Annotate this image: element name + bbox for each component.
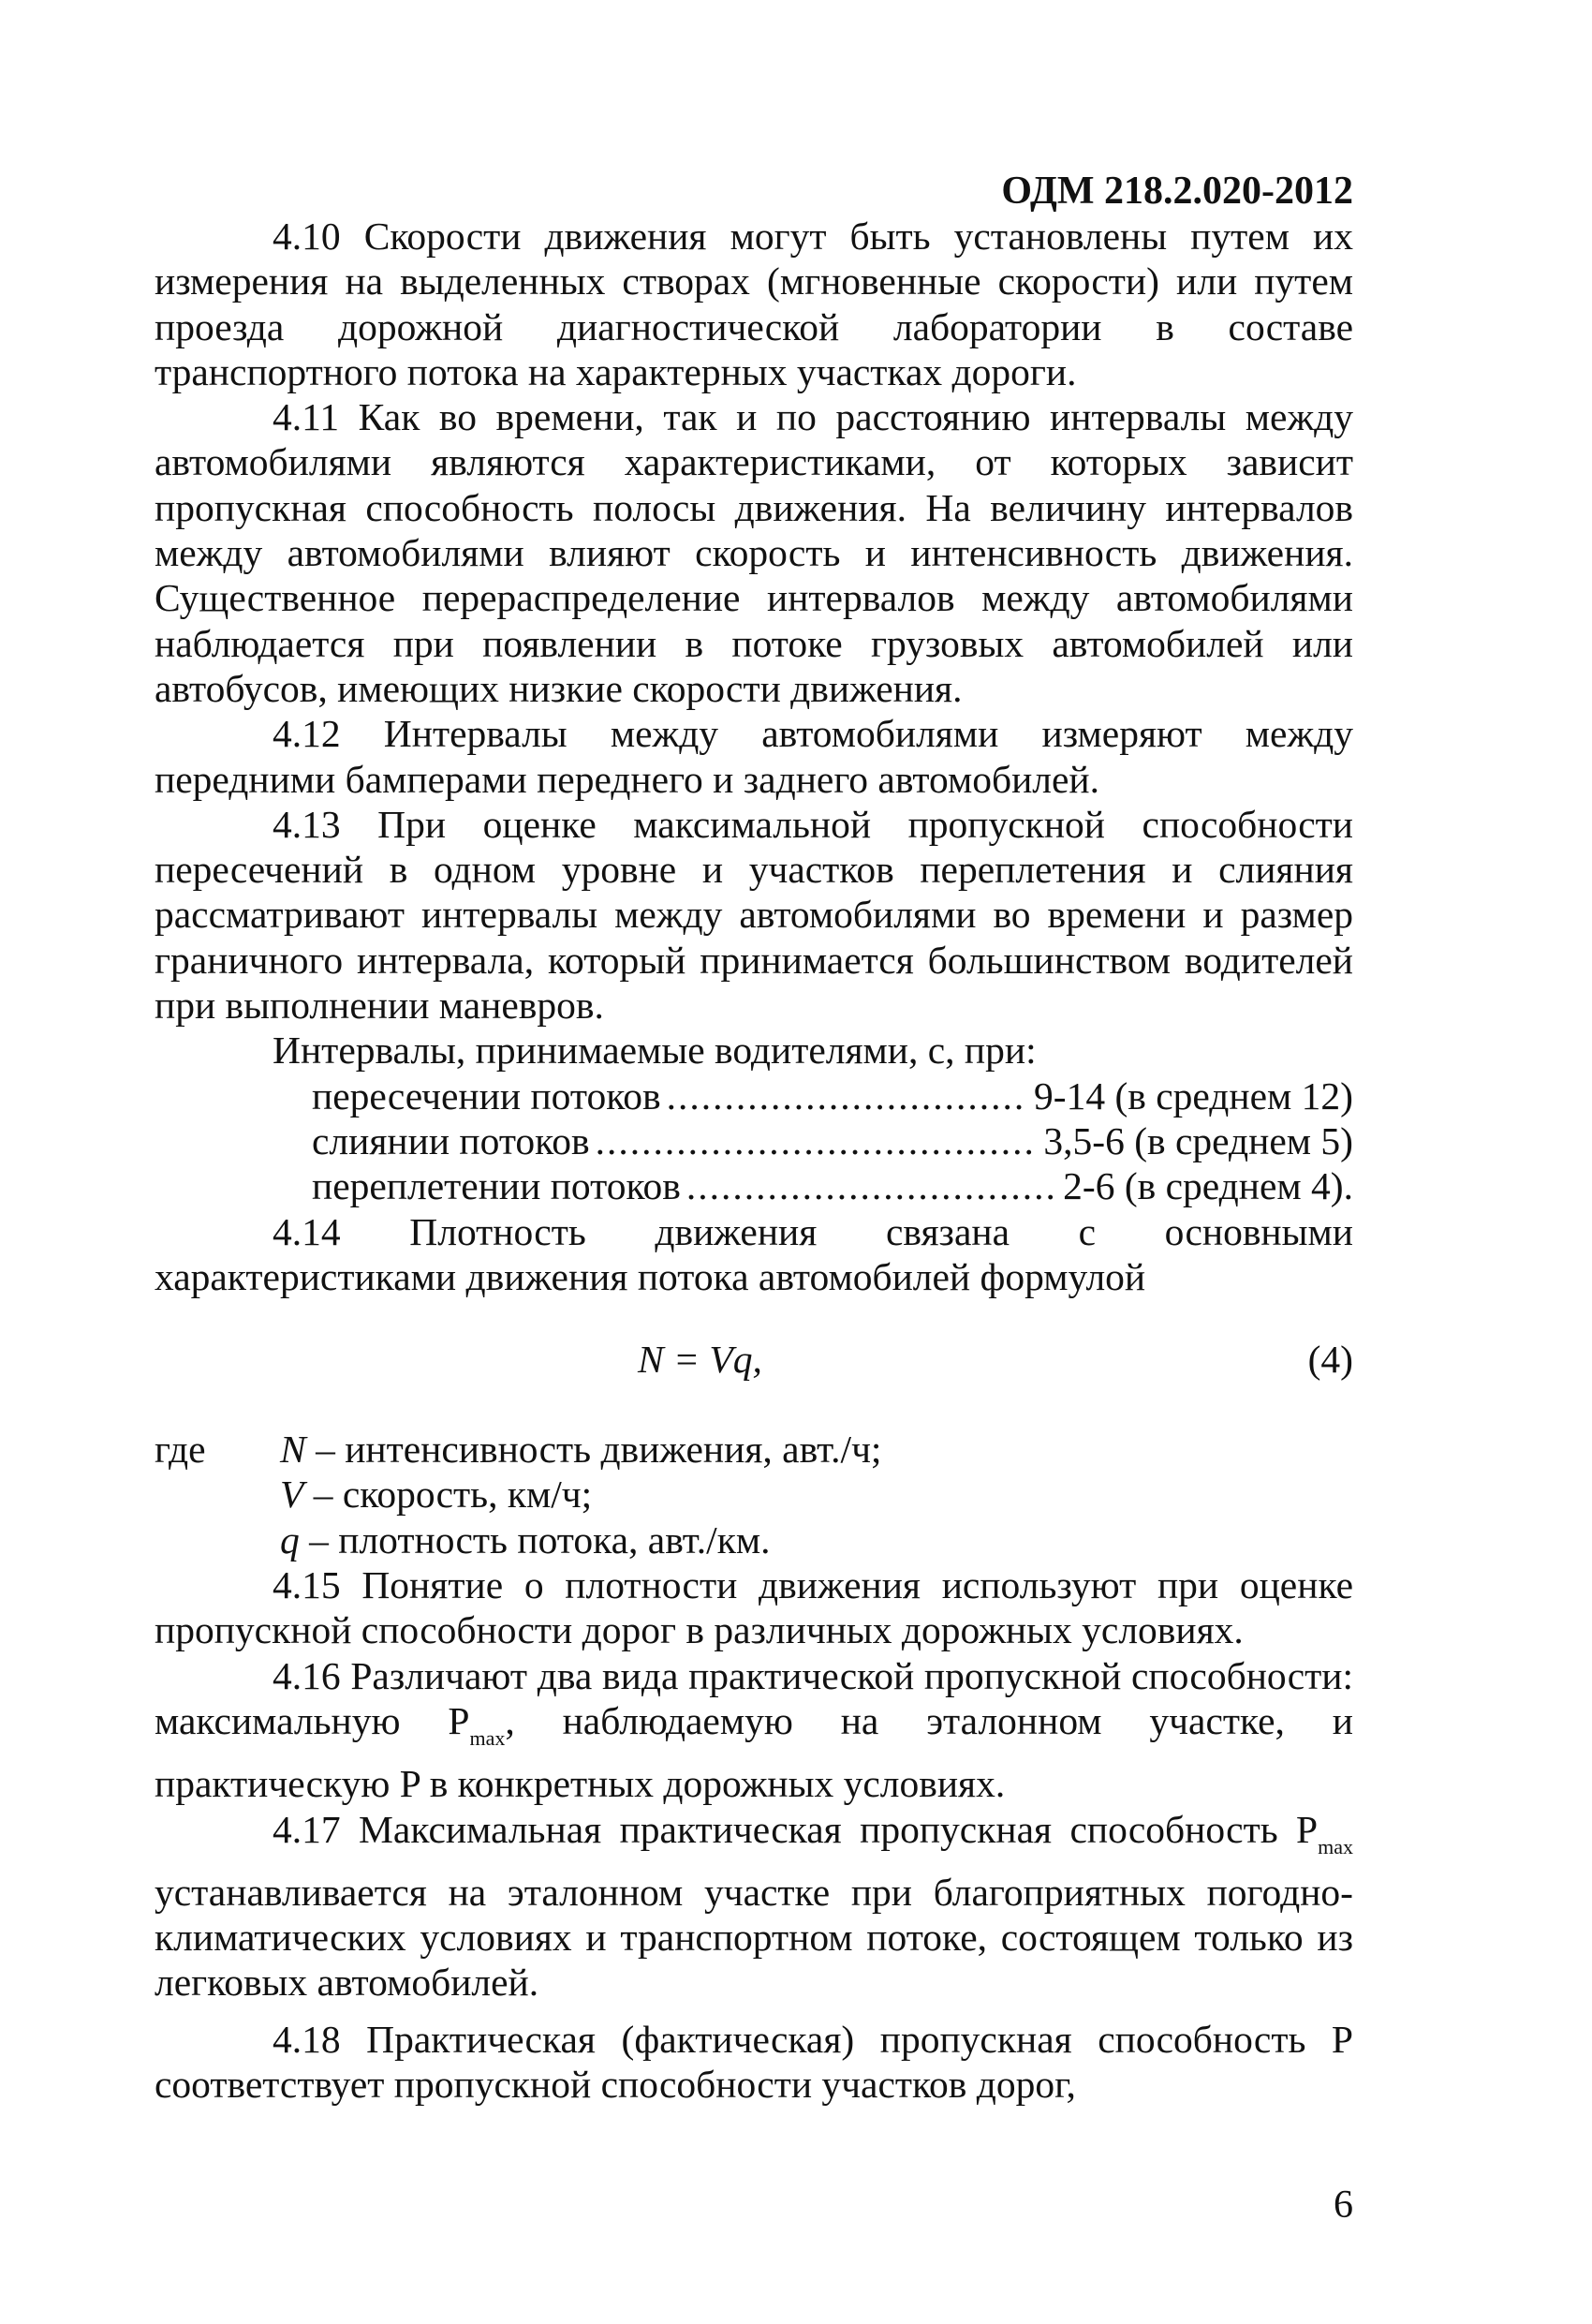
paragraph-4-17: 4.17 Максимальная практическая пропускная способность $P_{max}$ устанавливается на эталонном участке при благоприятных погодно-климатических условиях и транспортном потоке, состоящем только из легковых автомобилей.	[155, 1807, 1353, 2005]
legend-symbol: q	[280, 1517, 300, 1562]
page-number: 6	[1334, 2183, 1353, 2227]
formula-legend	[155, 1427, 1353, 1562]
paragraph-4-18: 4.18 Практическая (фактическая) пропускная способность P соответствует пропускной способности участков дорог,	[155, 2017, 1353, 2106]
legend-row	[155, 1427, 1353, 1472]
subscript-max: max	[1318, 1834, 1353, 1858]
list-item	[312, 1163, 1353, 1208]
interval-value: 9-14 (в среднем 12)	[1034, 1073, 1353, 1118]
list-item	[312, 1118, 1353, 1163]
subscript-max: max	[469, 1725, 506, 1750]
document-page	[155, 169, 1353, 2107]
interval-value: 2-6 (в среднем 4).	[1063, 1164, 1353, 1208]
legend-text: – интенсивность движения, авт./ч;	[305, 1428, 882, 1472]
leader-dots	[596, 1118, 1039, 1163]
list-item	[312, 1073, 1353, 1118]
paragraph-4-14: 4.14 Плотность движения связана с основными характеристиками движения потока автомобилей формулой	[155, 1209, 1353, 1298]
legend-row	[155, 1517, 1353, 1562]
paragraph-4-16: 4.16 Различают два вида практической пропускной способности: максимальную $P_{max}$, наблюдаемую на эталонном участке, и практическую P в конкретных дорожных условиях.	[155, 1653, 1353, 1806]
interval-value: 3,5-6 (в среднем 5)	[1043, 1118, 1353, 1162]
leader-dots	[686, 1163, 1057, 1208]
paragraph-4-12: 4.12 Интервалы между автомобилями измеряют между передними бамперами переднего и заднего автомобилей.	[155, 712, 1353, 801]
paragraph-4-11: 4.11 Как во времени, так и по расстоянию интервалы между автомобилями являются характеристиками, от которых зависит пропускная способность полосы движения. На величину интервалов между автомобилями влияют скорость и интенсивность движения. Существенное перераспределение интервалов между автомобилями наблюдается при появлении в потоке грузовых автомобилей или автобусов, имеющих низкие скорости движения.	[155, 395, 1353, 710]
legend-symbol: V	[280, 1473, 304, 1517]
legend-text: – скорость, км/ч;	[303, 1473, 593, 1517]
paragraph-4-15: 4.15 Понятие о плотности движения используют при оценке пропускной способности дорог в различных дорожных условиях.	[155, 1563, 1353, 1652]
legend-text: – плотность потока, авт./км.	[299, 1517, 771, 1562]
legend-row	[155, 1472, 1353, 1517]
interval-label: переплетении потоков	[312, 1164, 681, 1208]
leader-dots	[667, 1073, 1028, 1118]
document-code: ОДМ 218.2.020-2012	[1001, 170, 1353, 213]
paragraph-4-13: 4.13 При оценке максимальной пропускной способности пересечений в одном уровне и участков переплетения и слияния рассматривают интервалы между автомобилями во времени и размер граничного интервала, который принимается большинством водителей при выполнении маневров.	[155, 802, 1353, 1028]
paragraph-4-10: 4.10 Скорости движения могут быть установлены путем их измерения на выделенных створах (мгновенные скорости) или путем проезда дорожной диагностической лаборатории в составе транспортного потока на характерных участках дороги.	[155, 215, 1353, 393]
interval-label: пересечении потоков	[312, 1073, 661, 1118]
formula-number: (4)	[1307, 1338, 1353, 1382]
intervals-list	[155, 1073, 1353, 1209]
legend-symbol: N	[280, 1428, 306, 1472]
formula-block	[155, 1337, 1353, 1382]
legend-where-label: где	[155, 1428, 206, 1472]
formula-expression: N = Vq,	[638, 1338, 762, 1382]
interval-label: слиянии потоков	[312, 1118, 590, 1162]
intervals-intro: Интервалы, принимаемые водителями, с, при:	[273, 1029, 1037, 1073]
